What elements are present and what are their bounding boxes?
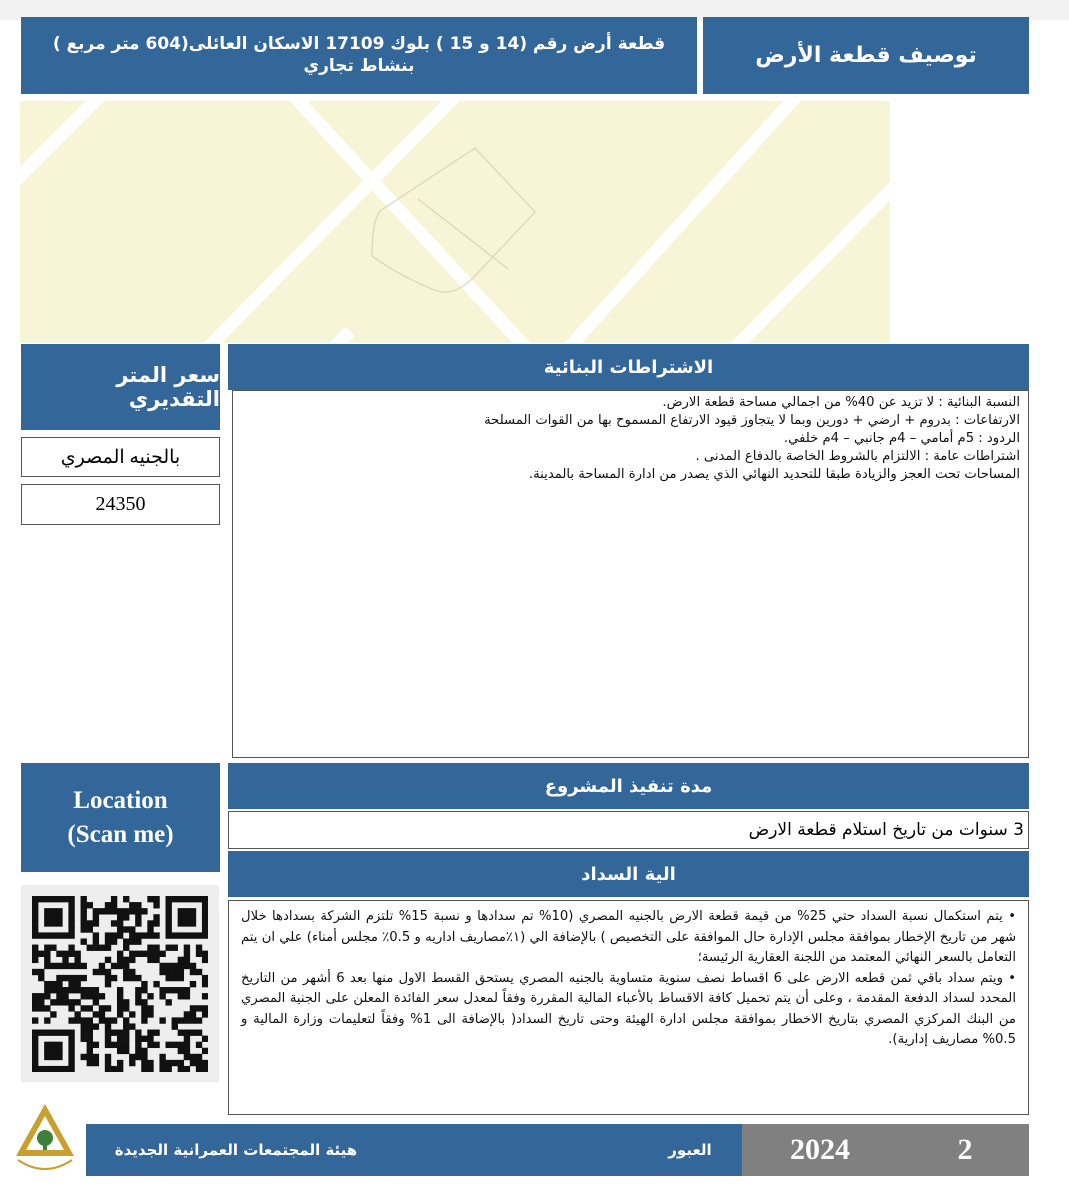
authority-logo	[12, 1100, 78, 1180]
footer-city: العبور	[668, 1141, 712, 1159]
location-label	[21, 763, 220, 872]
payment-terms	[228, 900, 1029, 1115]
condition-line: المساحات تحت العجز والزيادة طبقا للتحديد النهائي الذي يصدر من ادارة المساحة بالمدينة.	[528, 467, 1020, 482]
execution-period-text: 3 سنوات من تاريخ استلام قطعة الارض	[228, 811, 1029, 849]
payment-paragraph: • يتم استكمال نسبة السداد حتي 25% من قيمة قطعة الارض بالجنيه المصري (10% تم سدادها و نسبة 15% تلتزم الشركة بسدادها خلال شهر من تاريخ الإخطار بموافقة مجلس الإدارة حال الموافقة على التخصيص ) بالإضافة الي (١٪مصاريف اداريه و 0.5٪ مجلس أمناء) علي ان يتم التعامل بالسعر النهائي المعتمد من اللجنة العقارية الرئيسة؛	[241, 909, 1017, 965]
price-title: سعر المتر التقديري	[21, 344, 220, 430]
payment-paragraph: • ويتم سداد باقي ثمن قطعه الارض على 6 اقساط نصف سنوية متساوية بالجنيه المصري يستحق القسط الاول منها بعد 6 أشهر من التاريخ المحدد لسداد الدفعة المقدمة ، وعلى أن يتم تحميل كافة الاقساط بالأعباء المالية المقررة وفقاً لمعدل سعر الفائدة المعلن على الجنية المصري من البنك المركزي المصري بتاريخ الاخطار بموافقة مجلس ادارة الهيئة وحتى تاريخ السداد( بالإضافة الى 1% وفقاً لتعليمات وزارة المالية و 0.5% مصاريف إدارية).	[241, 970, 1017, 1047]
plot-description: قطعة أرض رقم (14 و 15 ) بلوك 17109 الاسكان العائلى(604 متر مربع ) بنشاط تجاري	[21, 17, 697, 94]
footer-organization: هيئة المجتمعات العمرانية الجديدة	[114, 1141, 358, 1159]
building-conditions-body	[232, 390, 1029, 758]
condition-line: الارتفاعات : بدروم + ارضي + دورين وبما لا يتجاوز قيود الارتفاع المسموح بها من القوات المسلحة	[484, 413, 1020, 428]
condition-line: الردود : 5م أمامي – 4م جانبي – 4م خلفي.	[783, 431, 1020, 446]
condition-line: اشتراطات عامة : الالتزام بالشروط الخاصة بالدفاع المدنى .	[695, 449, 1020, 464]
map-drawing	[20, 101, 890, 343]
payment-title: الية السداد	[228, 851, 1029, 897]
currency-label: بالجنيه المصري	[21, 437, 220, 477]
footer-year: 2024	[790, 1133, 850, 1166]
location-line-1: Location	[73, 786, 168, 814]
plot-map[interactable]	[20, 101, 890, 343]
location-qr-code[interactable]	[21, 885, 219, 1082]
building-conditions-title: الاشتراطات البنائية	[228, 344, 1029, 390]
page-title: توصيف قطعة الأرض	[703, 17, 1029, 94]
page-number: 2	[957, 1133, 973, 1166]
price-value: 24350	[21, 484, 220, 525]
execution-period-title: مدة تنفيذ المشروع	[228, 763, 1029, 809]
location-line-2: (Scan me)	[67, 820, 174, 848]
condition-line: النسبة البنائية : لا تزيد عن 40% من اجمالي مساحة قطعة الارض.	[662, 395, 1020, 410]
qr-code-icon	[32, 896, 208, 1072]
